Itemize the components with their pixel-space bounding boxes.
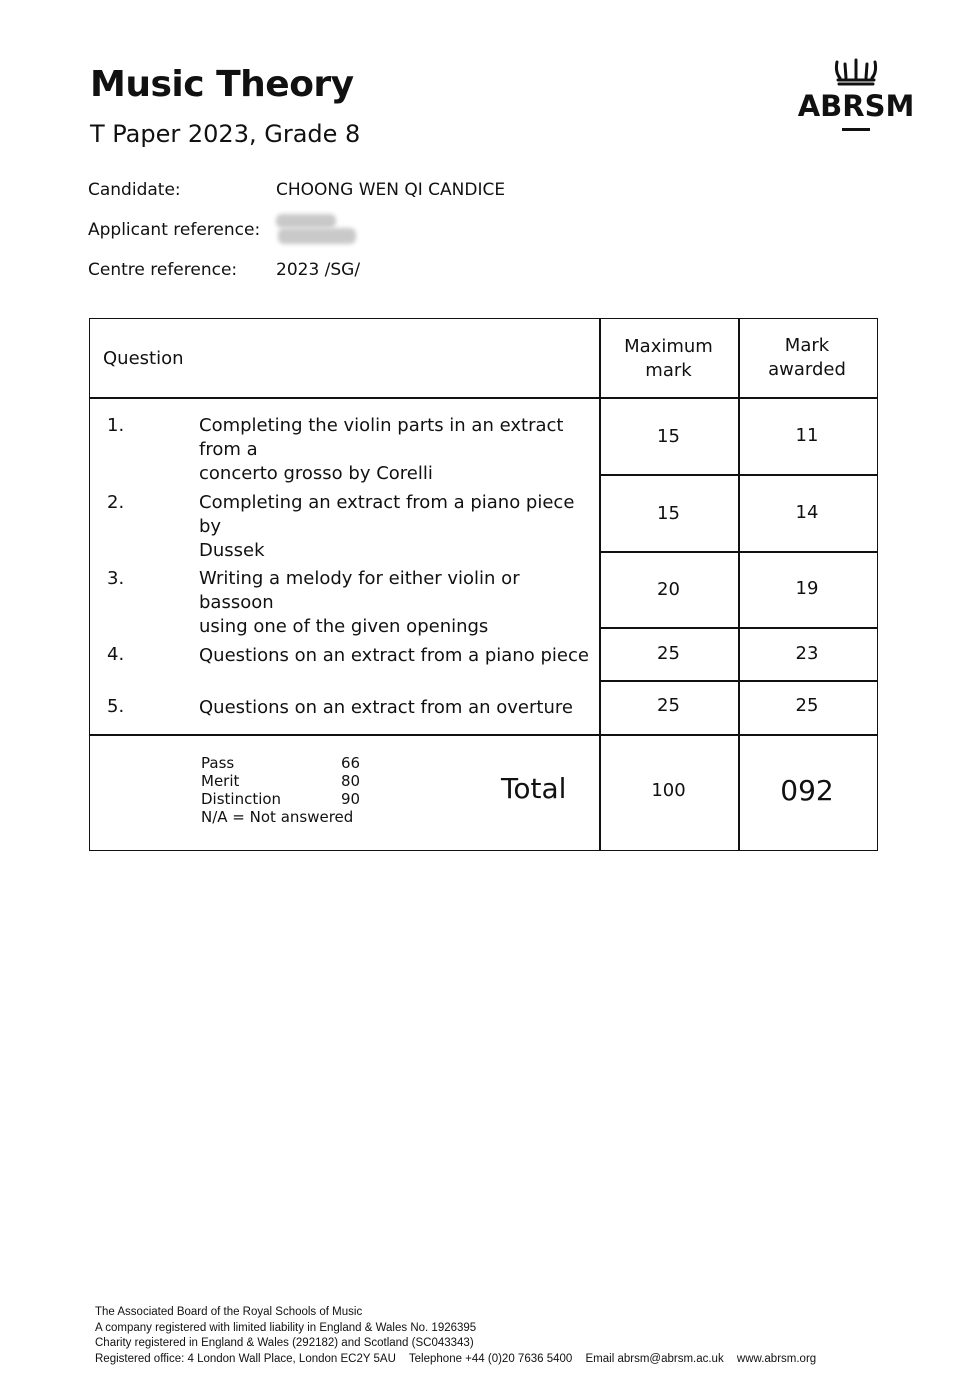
maximum-mark: 15 [657,503,680,524]
row-divider [599,474,878,476]
header-maximum-mark-line1: Maximum [624,336,713,357]
footer [95,1305,826,1367]
question-description-line: using one of the given openings [199,616,489,637]
footer-charity-registration: Charity registered in England & Wales (292182) and Scotland (SC043343) [95,1337,474,1349]
question-description [199,644,589,668]
question-number: 3. [107,568,125,589]
document-title: Music Theory [90,64,354,105]
applicant-reference-label: Applicant reference: [88,220,261,240]
legend-distinction-value: 90 [341,790,361,808]
footer-company-registration: A company registered with limited liability in England & Wales No. 1926395 [95,1321,477,1334]
candidate-label: Candidate: [88,180,181,200]
question-description [199,491,589,563]
crown-icon [831,58,881,86]
legend-not-answered-note: N/A = Not answered [201,808,354,826]
legend-pass [201,754,360,772]
question-description-line: Completing the violin parts in an extract from a [199,415,564,460]
footer-contact [95,1352,826,1368]
centre-reference-value: 2023 /SG/ [276,260,361,280]
question-description [199,696,589,720]
legend-merit-value: 80 [341,772,361,790]
legend-distinction-label: Distinction [201,790,282,808]
footer-website: www.abrsm.org [736,1352,817,1365]
redacted-applicant-reference [274,212,374,246]
document-subtitle: T Paper 2023, Grade 8 [90,120,361,148]
mark-awarded: 11 [795,425,819,446]
question-number: 2. [107,492,125,513]
logo-text: ABRSM [797,89,915,123]
question-number: 1. [107,415,125,436]
header-mark-awarded [738,334,876,382]
mark-awarded: 25 [795,695,819,716]
candidate-name: CHOONG WEN QI CANDICE [276,180,506,200]
header-question: Question [103,348,184,369]
footer-registered-office: Registered office: 4 London Wall Place, London EC2Y 5AU [95,1352,396,1365]
question-description-line: Dussek [199,540,265,561]
grade-boundaries-legend [201,754,360,826]
legend-distinction [201,790,360,808]
header-maximum-mark [599,335,738,383]
maximum-mark: 25 [657,695,680,716]
total-mark-awarded: 092 [780,774,834,807]
question-number: 5. [107,696,125,717]
mark-awarded: 19 [795,578,819,599]
legend-pass-label: Pass [201,754,235,772]
total-divider [89,734,878,736]
logo-underline [842,128,870,131]
row-divider [599,551,878,553]
question-description-line: Questions on an extract from an overture [199,697,573,718]
header-mark-awarded-line1: Mark [784,335,830,356]
results-table [89,318,878,851]
legend-pass-value: 66 [341,754,361,772]
maximum-mark: 20 [657,579,680,600]
header-mark-awarded-line2: awarded [768,359,846,380]
total-maximum-mark: 100 [651,780,686,801]
footer-telephone: Telephone +44 (0)20 7636 5400 [408,1352,573,1365]
question-description-line: Questions on an extract from a piano piece [199,645,589,666]
maximum-mark: 25 [657,643,680,664]
header-maximum-mark-line2: mark [645,360,692,381]
mark-awarded: 23 [795,643,819,664]
centre-reference-label: Centre reference: [88,260,238,280]
row-divider [599,627,878,629]
header-divider [89,397,878,399]
question-description-line: concerto grosso by Corelli [199,463,433,484]
total-label: Total [501,772,567,805]
row-divider [599,680,878,682]
question-number: 4. [107,644,125,665]
question-description-line: Completing an extract from a piano piece by [199,492,575,537]
question-description [199,414,589,486]
question-description [199,567,589,639]
maximum-mark: 15 [657,426,680,447]
mark-awarded: 14 [795,502,819,523]
legend-merit [201,772,360,790]
footer-organisation: The Associated Board of the Royal Schools of Music [95,1306,363,1318]
abrsm-logo [796,58,916,148]
legend-merit-label: Merit [201,772,240,790]
footer-email: Email abrsm@abrsm.ac.uk [585,1352,724,1365]
question-description-line: Writing a melody for either violin or bassoon [199,568,520,613]
